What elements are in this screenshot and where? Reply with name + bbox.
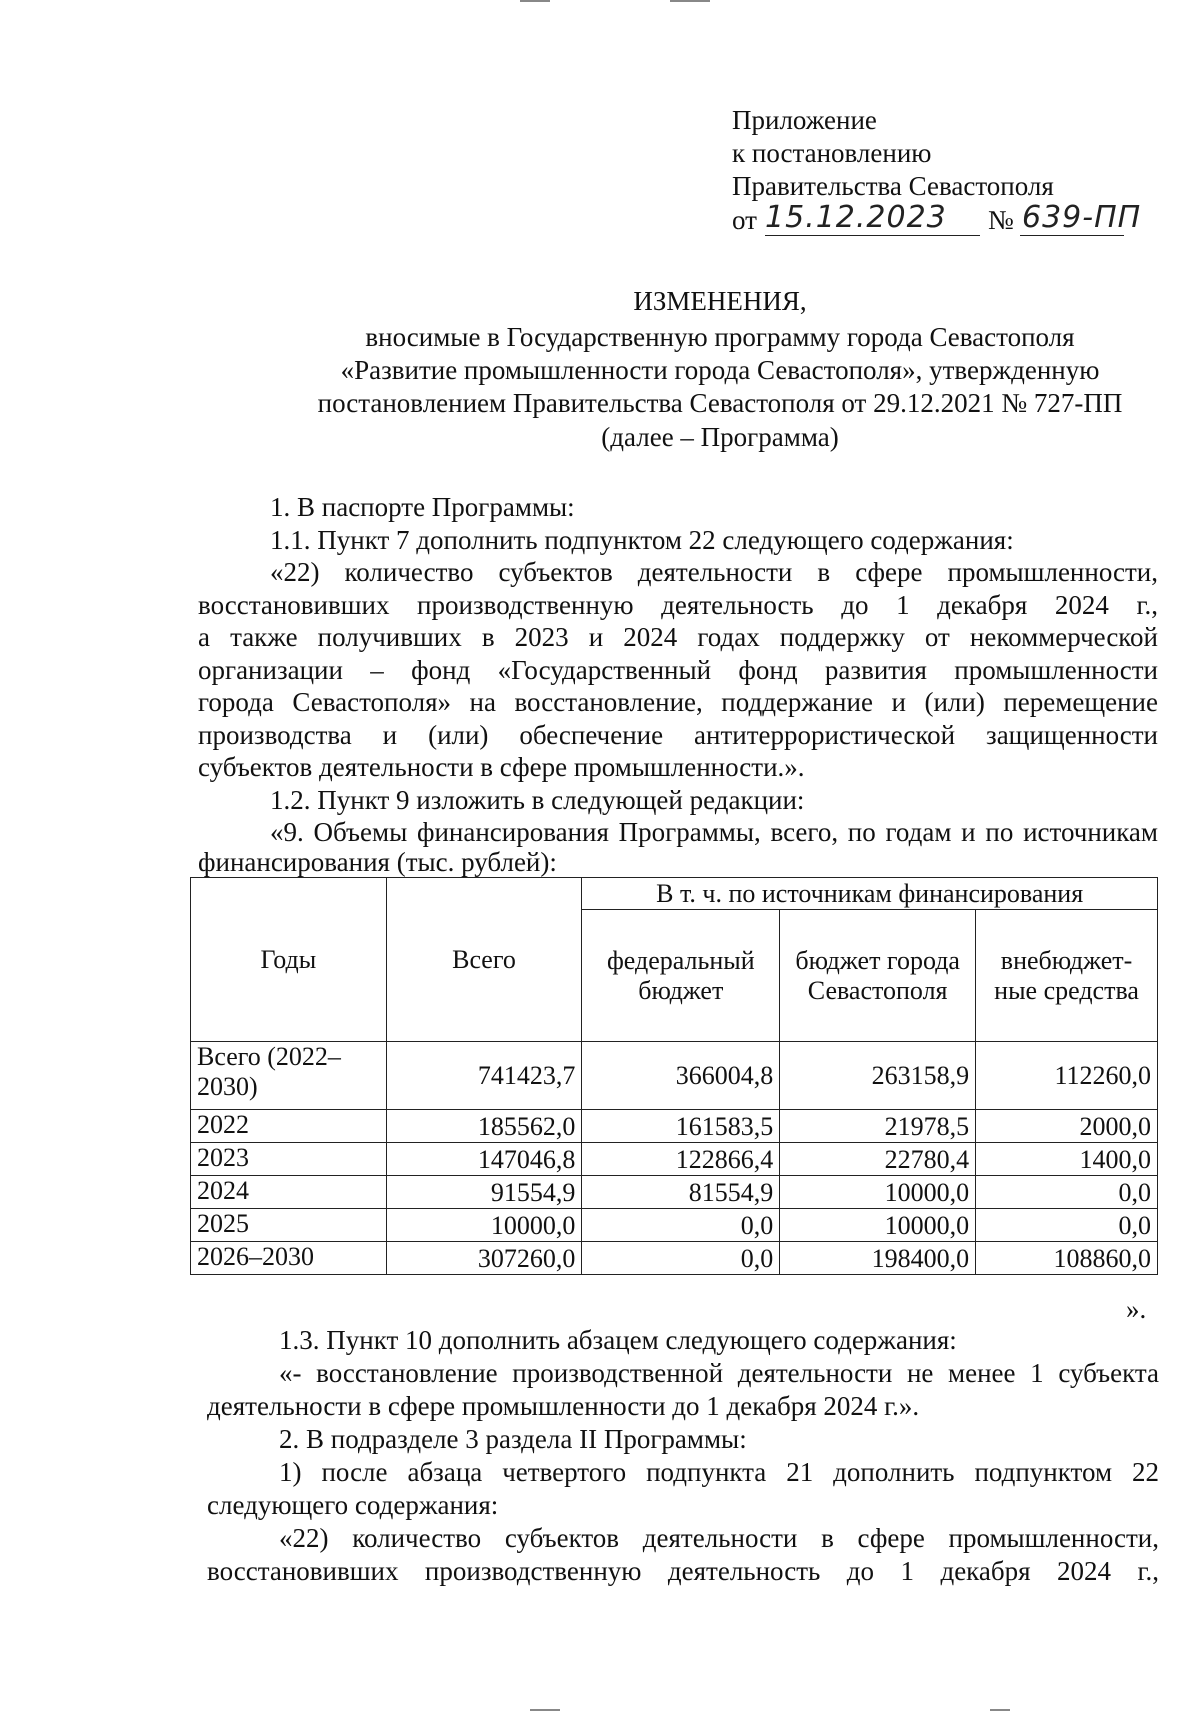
row-city: 22780,4 — [780, 1143, 976, 1176]
row-city: 198400,0 — [780, 1242, 976, 1275]
section-2-quote-line-2: восстановивших производственную деятельность до 1 декабря 2024 г., — [207, 1556, 1159, 1586]
row-year: 2023 — [191, 1143, 387, 1176]
number-prefix: № — [988, 205, 1014, 235]
row-year: Всего (2022–2030) — [191, 1042, 387, 1110]
section-1-heading: 1. В паспорте Программы: — [270, 492, 575, 522]
row-total: 307260,0 — [386, 1242, 582, 1275]
item-1-2: 1.2. Пункт 9 изложить в следующей редакции: — [270, 785, 805, 815]
paragraph-line-last: субъектов деятельности в сфере промышленности.». — [198, 752, 805, 782]
row-extra: 0,0 — [976, 1209, 1158, 1242]
row-total: 741423,7 — [386, 1042, 582, 1110]
scan-mark — [990, 1709, 1010, 1717]
row-city: 263158,9 — [780, 1042, 976, 1110]
title-line-1: вносимые в Государственную программу города Севастополя — [365, 322, 1075, 352]
row-year: 2024 — [191, 1176, 387, 1209]
row-federal: 161583,5 — [582, 1110, 780, 1143]
date-prefix: от — [732, 205, 757, 235]
section-2-quote-line-1: «22) количество субъектов деятельности в сфере промышленности, — [279, 1523, 1159, 1553]
title-line-2: «Развитие промышленности города Севастополя», утвержденную — [340, 355, 1100, 385]
appendix-government: Правительства Севастополя — [732, 171, 1054, 201]
row-federal: 81554,9 — [582, 1176, 780, 1209]
row-year: 2022 — [191, 1110, 387, 1143]
col-header-years: Годы — [191, 878, 387, 1042]
item-1-3-line-1: «- восстановление производственной деятельности не менее 1 субъекта — [279, 1358, 1159, 1388]
row-total: 10000,0 — [386, 1209, 582, 1242]
col-header-extra: внебюджет-ные средства — [976, 910, 1158, 1042]
number-underline — [1020, 235, 1124, 236]
section-2-item-1-line-2: следующего содержания: — [207, 1490, 499, 1520]
document-title: ИЗМЕНЕНИЯ, — [633, 286, 807, 316]
row-federal: 0,0 — [582, 1209, 780, 1242]
paragraph-line: организации – фонд «Государственный фонд развития промышленности — [198, 655, 1158, 685]
row-year: 2026–2030 — [191, 1242, 387, 1275]
scan-mark — [520, 0, 550, 8]
row-year: 2025 — [191, 1209, 387, 1242]
row-extra: 108860,0 — [976, 1242, 1158, 1275]
row-extra: 2000,0 — [976, 1110, 1158, 1143]
table-row — [191, 1209, 1158, 1242]
row-federal: 0,0 — [582, 1242, 780, 1275]
row-extra: 0,0 — [976, 1176, 1158, 1209]
row-total: 91554,9 — [386, 1176, 582, 1209]
row-city: 10000,0 — [780, 1209, 976, 1242]
col-header-total: Всего — [386, 878, 582, 1042]
item-1-3-line-2: деятельности в сфере промышленности до 1 декабря 2024 г.». — [207, 1391, 920, 1421]
title-line-4: (далее – Программа) — [601, 422, 839, 452]
item-1-3: 1.3. Пункт 10 дополнить абзацем следующего содержания: — [279, 1325, 957, 1355]
scan-mark — [670, 0, 710, 8]
closing-quote: ». — [1126, 1294, 1147, 1324]
table-row — [191, 1242, 1158, 1275]
col-header-group: В т. ч. по источникам финансирования — [582, 878, 1158, 910]
row-city: 21978,5 — [780, 1110, 976, 1143]
table-row — [191, 1176, 1158, 1209]
date-underline — [765, 235, 980, 236]
paragraph-line: восстановивших производственную деятельность до 1 декабря 2024 г., — [198, 590, 1158, 620]
item-1-1: 1.1. Пункт 7 дополнить подпунктом 22 следующего содержания: — [270, 525, 1014, 555]
table-row — [191, 1042, 1158, 1110]
scan-mark — [530, 1709, 560, 1717]
table-row — [191, 1143, 1158, 1176]
row-federal: 366004,8 — [582, 1042, 780, 1110]
section-2-heading: 2. В подразделе 3 раздела II Программы: — [279, 1424, 747, 1454]
row-federal: 122866,4 — [582, 1143, 780, 1176]
item-9-line-2: финансирования (тыс. рублей): — [198, 847, 557, 877]
appendix-to-resolution: к постановлению — [732, 138, 932, 168]
title-line-3: постановлением Правительства Севастополя от 29.12.2021 № 727-ПП — [317, 388, 1123, 418]
paragraph-line: производства и (или) обеспечение антитеррористической защищенности — [198, 720, 1158, 750]
paragraph-line: а также получивших в 2023 и 2024 годах поддержку от некоммерческой — [198, 622, 1158, 652]
row-total: 147046,8 — [386, 1143, 582, 1176]
paragraph-line: города Севастополя» на восстановление, поддержание и (или) перемещение — [198, 687, 1158, 717]
row-total: 185562,0 — [386, 1110, 582, 1143]
paragraph-line: «22) количество субъектов деятельности в сфере промышленности, — [270, 557, 1158, 587]
table-row — [191, 1110, 1158, 1143]
col-header-federal: федеральный бюджет — [582, 910, 780, 1042]
col-header-city: бюджет города Севастополя — [780, 910, 976, 1042]
row-city: 10000,0 — [780, 1176, 976, 1209]
row-extra: 1400,0 — [976, 1143, 1158, 1176]
section-2-item-1-line-1: 1) после абзаца четвертого подпункта 21 дополнить подпунктом 22 — [279, 1457, 1159, 1487]
item-9-line-1: «9. Объемы финансирования Программы, всего, по годам и по источникам — [270, 817, 1158, 847]
handwritten-date: 15.12.2023 — [765, 200, 947, 235]
financing-table — [190, 877, 1158, 1275]
handwritten-number: 639-ПП — [1022, 200, 1142, 235]
appendix-label: Приложение — [732, 105, 877, 135]
row-extra: 112260,0 — [976, 1042, 1158, 1110]
